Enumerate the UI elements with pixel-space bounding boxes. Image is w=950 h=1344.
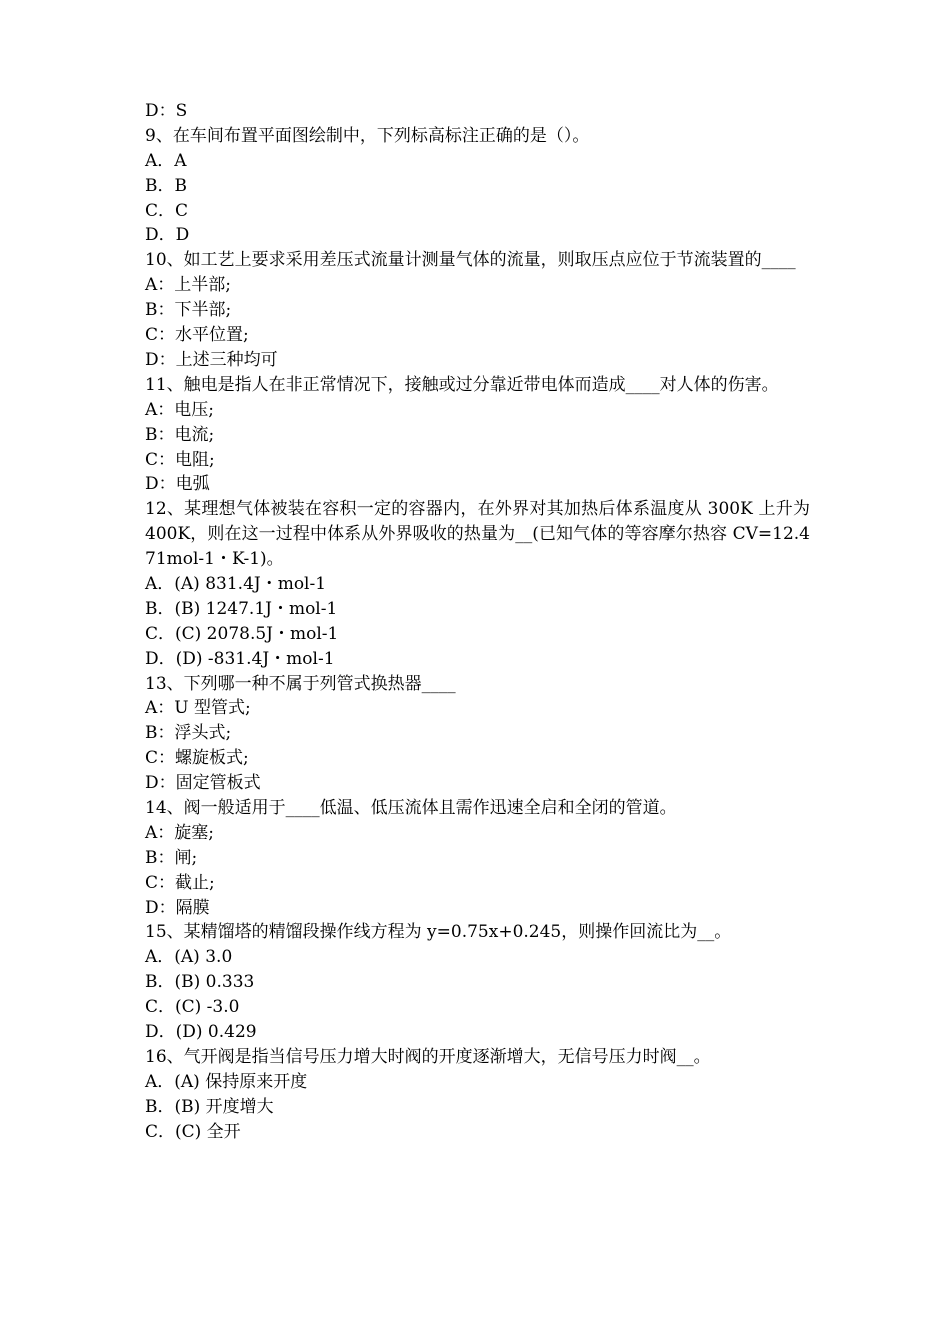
q16-option-b: B．(B) 开度增大 [145,1096,274,1117]
document-body [145,99,810,1144]
q15-option-c: C．(C) -3.0 [145,997,240,1018]
q9-option-a: A．A [145,150,187,171]
q13-option-b: B：浮头式; [145,723,232,744]
q12-option-a: A．(A) 831.4J・mol-1 [145,574,327,594]
q10-option-c: C：水平位置; [145,325,249,346]
q13-option-a: A：U 型管式; [145,698,251,719]
option-d-prev: D：S [145,101,188,121]
q14-option-b: B：闸; [145,847,198,868]
q14-option-a: A：旋塞; [145,822,215,843]
q15-option-b: B．(B) 0.333 [145,972,255,993]
q15-option-a: A．(A) 3.0 [145,947,233,968]
q12-option-c: C．(C) 2078.5J・mol-1 [145,623,339,644]
question-15: 15、某精馏塔的精馏段操作线方程为 y=0.75x+0.245，则操作回流比为__。 [145,922,732,943]
q16-option-c: C．(C) 全开 [145,1121,241,1142]
question-12: 12、某理想气体被装在容积一定的容器内，在外界对其加热后体系温度从 300K 上升为 400K，则在这一过程中体系从外界吸收的热量为__(已知气体的等容摩尔热容 CV=12.471mol-1・K-1)。 [145,499,810,570]
q12-option-b: B．(B) 1247.1J・mol-1 [145,598,338,619]
q14-option-d: D：隔膜 [145,897,210,918]
question-10: 10、如工艺上要求采用差压式流量计测量气体的流量，则取压点应位于节流装置的____ [145,250,796,271]
question-16: 16、气开阀是指当信号压力增大时阀的开度逐渐增大，无信号压力时阀__。 [145,1046,711,1067]
q10-option-d: D：上述三种均可 [145,349,278,370]
q10-option-b: B：下半部; [145,300,232,321]
q16-option-a: A．(A) 保持原来开度 [145,1071,308,1092]
q10-option-a: A：上半部; [145,275,232,296]
q9-option-d: D．D [145,225,190,246]
q9-option-b: B．B [145,175,187,196]
q11-option-c: C：电阻; [145,449,215,470]
q13-option-d: D：固定管板式 [145,773,261,794]
q9-option-c: C．C [145,200,189,221]
q12-option-d: D．(D) -831.4J・mol-1 [145,648,335,669]
q11-option-a: A：电压; [145,399,215,420]
question-13: 13、下列哪一种不属于列管式换热器____ [145,673,456,694]
question-14: 14、阀一般适用于____低温、低压流体且需作迅速全启和全闭的管道。 [145,798,677,819]
q14-option-c: C：截止; [145,872,215,893]
q15-option-d: D．(D) 0.429 [145,1022,257,1043]
question-11: 11、触电是指人在非正常情况下，接触或过分靠近带电体而造成____对人体的伤害。 [145,374,779,395]
q11-option-d: D：电弧 [145,474,210,495]
q13-option-c: C：螺旋板式; [145,748,249,769]
question-9: 9、在车间布置平面图绘制中，下列标高标注正确的是（）。 [145,125,590,146]
q11-option-b: B：电流; [145,424,215,445]
